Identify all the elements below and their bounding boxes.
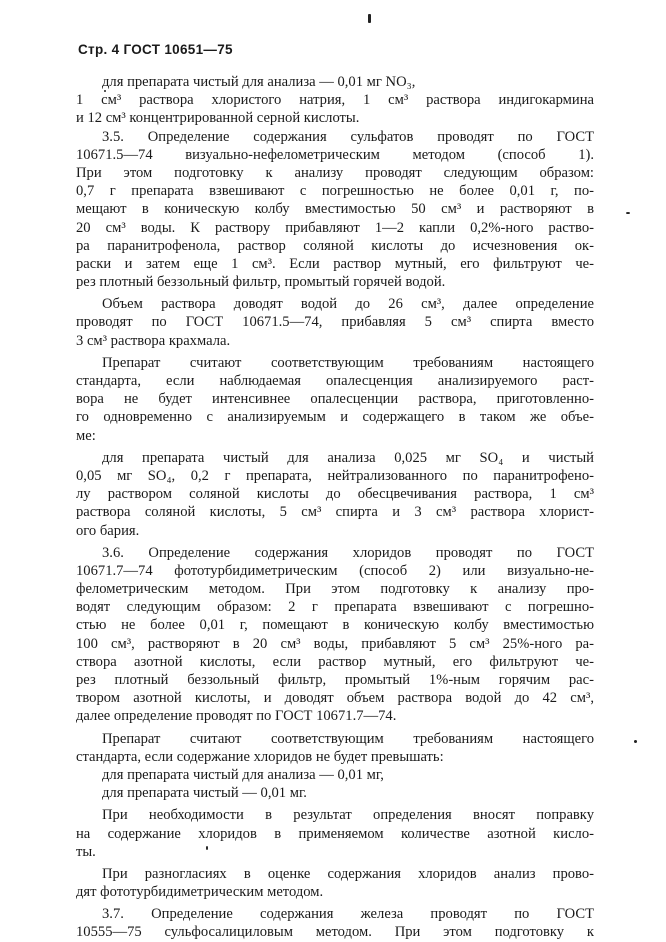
text-line: Препарат считают соответствующим требованиям настоящего xyxy=(102,354,594,371)
text-line: далее определение проводят по ГОСТ 10671.7—74. xyxy=(76,708,397,725)
section-3-7-heading-line: 3.7. Определение содержания железа проводят по ГОСТ xyxy=(102,906,594,923)
text-line: го одновременно с анализируемым и содержащего в таком же объе- xyxy=(76,409,594,426)
text-line: 20 см³ воды. К раствору прибавляют 1—2 капли 0,2%-ного раство- xyxy=(76,219,594,236)
text-line: Препарат считают соответствующим требованиям настоящего xyxy=(102,730,594,747)
text-line: и 12 см³ концентрированной серной кислоты. xyxy=(76,110,360,127)
text-line: для препарата чистый для анализа — 0,01 мг, xyxy=(102,766,384,783)
scan-speck-top xyxy=(368,14,371,23)
text-line: 1 см³ раствора хлористого натрия, 1 см³ раствора индигокармина xyxy=(76,92,594,109)
text-line: 10671.7—74 фототурбидиметрическим (способ 2) или визуально-не- xyxy=(76,562,594,579)
text-line: лу раствором соляной кислоты до обесцвечивания раствора, 1 см³ xyxy=(76,486,594,503)
text-line: ра паранитрофенола, раствор соляной кислоты до исчезновения ок- xyxy=(76,237,594,254)
text-line: вора не будет интенсивнее опалесценции раствора, приготовленно- xyxy=(76,391,594,408)
text-line: При необходимости в результат определения вносят поправку xyxy=(102,807,594,824)
text-line: твором азотной кислоты, и доводят объем раствора водой до 42 см³, xyxy=(76,690,594,707)
text-line: стью не более 0,01 г, помещают в коническую колбу вместимостью xyxy=(76,617,594,634)
text-line: раствора соляной кислоты, 5 см³ спирта и 3 см³ раствора хлорист- xyxy=(76,504,594,521)
text-line: створа азотной кислоты, если раствор мутный, его фильтруют че- xyxy=(76,653,594,670)
text-line: водят следующим образом: 2 г препарата взвешивают с погрешно- xyxy=(76,599,594,616)
scan-speck-right-2 xyxy=(634,740,637,743)
text-line: ты. xyxy=(76,843,96,860)
text-line: для препарата чистый для анализа — 0,01 мг NO₃, xyxy=(102,74,416,90)
text-line: стандарта, если наблюдаемая опалесценция анализируемого раст- xyxy=(76,373,594,389)
text-line: 10555—75 сульфосалициловым методом. При этом подготовку к xyxy=(76,924,594,941)
text-line: стандарта, если содержание хлоридов не будет превышать: xyxy=(76,748,444,765)
text-line: рез плотный беззольный фильтр, промытый 1%-ным горячим рас- xyxy=(76,672,594,688)
page-header: Стр. 4 ГОСТ 10651—75 xyxy=(78,42,233,57)
text-line: Объем раствора доводят водой до 26 см³, далее определение xyxy=(102,296,594,313)
text-line: ме: xyxy=(76,427,96,444)
text-line: для препарата чистый для анализа 0,025 мг SO₄ и чистый xyxy=(102,449,594,466)
document-body xyxy=(76,73,594,942)
scan-speck-right-1 xyxy=(626,212,630,214)
text-line: раски и затем еще 1 см³. Если раствор мутный, его фильтруют че- xyxy=(76,255,594,272)
text-line: При этом подготовку к анализу проводят следующим образом: xyxy=(76,164,594,181)
text-line: 0,05 мг SO₄, 0,2 г препарата, нейтрализованного по паранитрофено- xyxy=(76,467,594,484)
text-line: рез плотный беззольный фильтр, промытый горячей водой. xyxy=(76,274,446,291)
text-line: 10671.5—74 визуально-нефелометрическим методом (способ 1). xyxy=(76,146,594,163)
text-line: дят фототурбидиметрическим методом. xyxy=(76,884,324,901)
text-line: проводят по ГОСТ 10671.5—74, прибавляя 5 см³ спирта вместо xyxy=(76,314,594,331)
text-line: для препарата чистый — 0,01 мг. xyxy=(102,785,307,802)
text-line: 3 см³ раствора крахмала. xyxy=(76,332,231,349)
text-line: ого бария. xyxy=(76,522,140,539)
text-line: фелометрическим методом. При этом подготовку к анализу про- xyxy=(76,581,594,598)
text-line: 100 см³, растворяют в 20 см³ воды, прибавляют 5 см³ 25%-ного ра- xyxy=(76,635,594,652)
text-line: мещают в коническую колбу вместимостью 50 см³ и растворяют в xyxy=(76,201,594,218)
text-line: 0,7 г препарата взвешивают с погрешностью не более 0,01 г, по- xyxy=(76,183,594,200)
text-line: При разногласиях в оценке содержания хлоридов анализ прово- xyxy=(102,865,594,882)
text-line: на содержание хлоридов в применяемом количестве азотной кисло- xyxy=(76,825,594,842)
section-3-6-heading-line: 3.6. Определение содержания хлоридов проводят по ГОСТ xyxy=(102,544,594,561)
section-3-5-heading-line: 3.5. Определение содержания сульфатов проводят по ГОСТ xyxy=(102,128,594,145)
